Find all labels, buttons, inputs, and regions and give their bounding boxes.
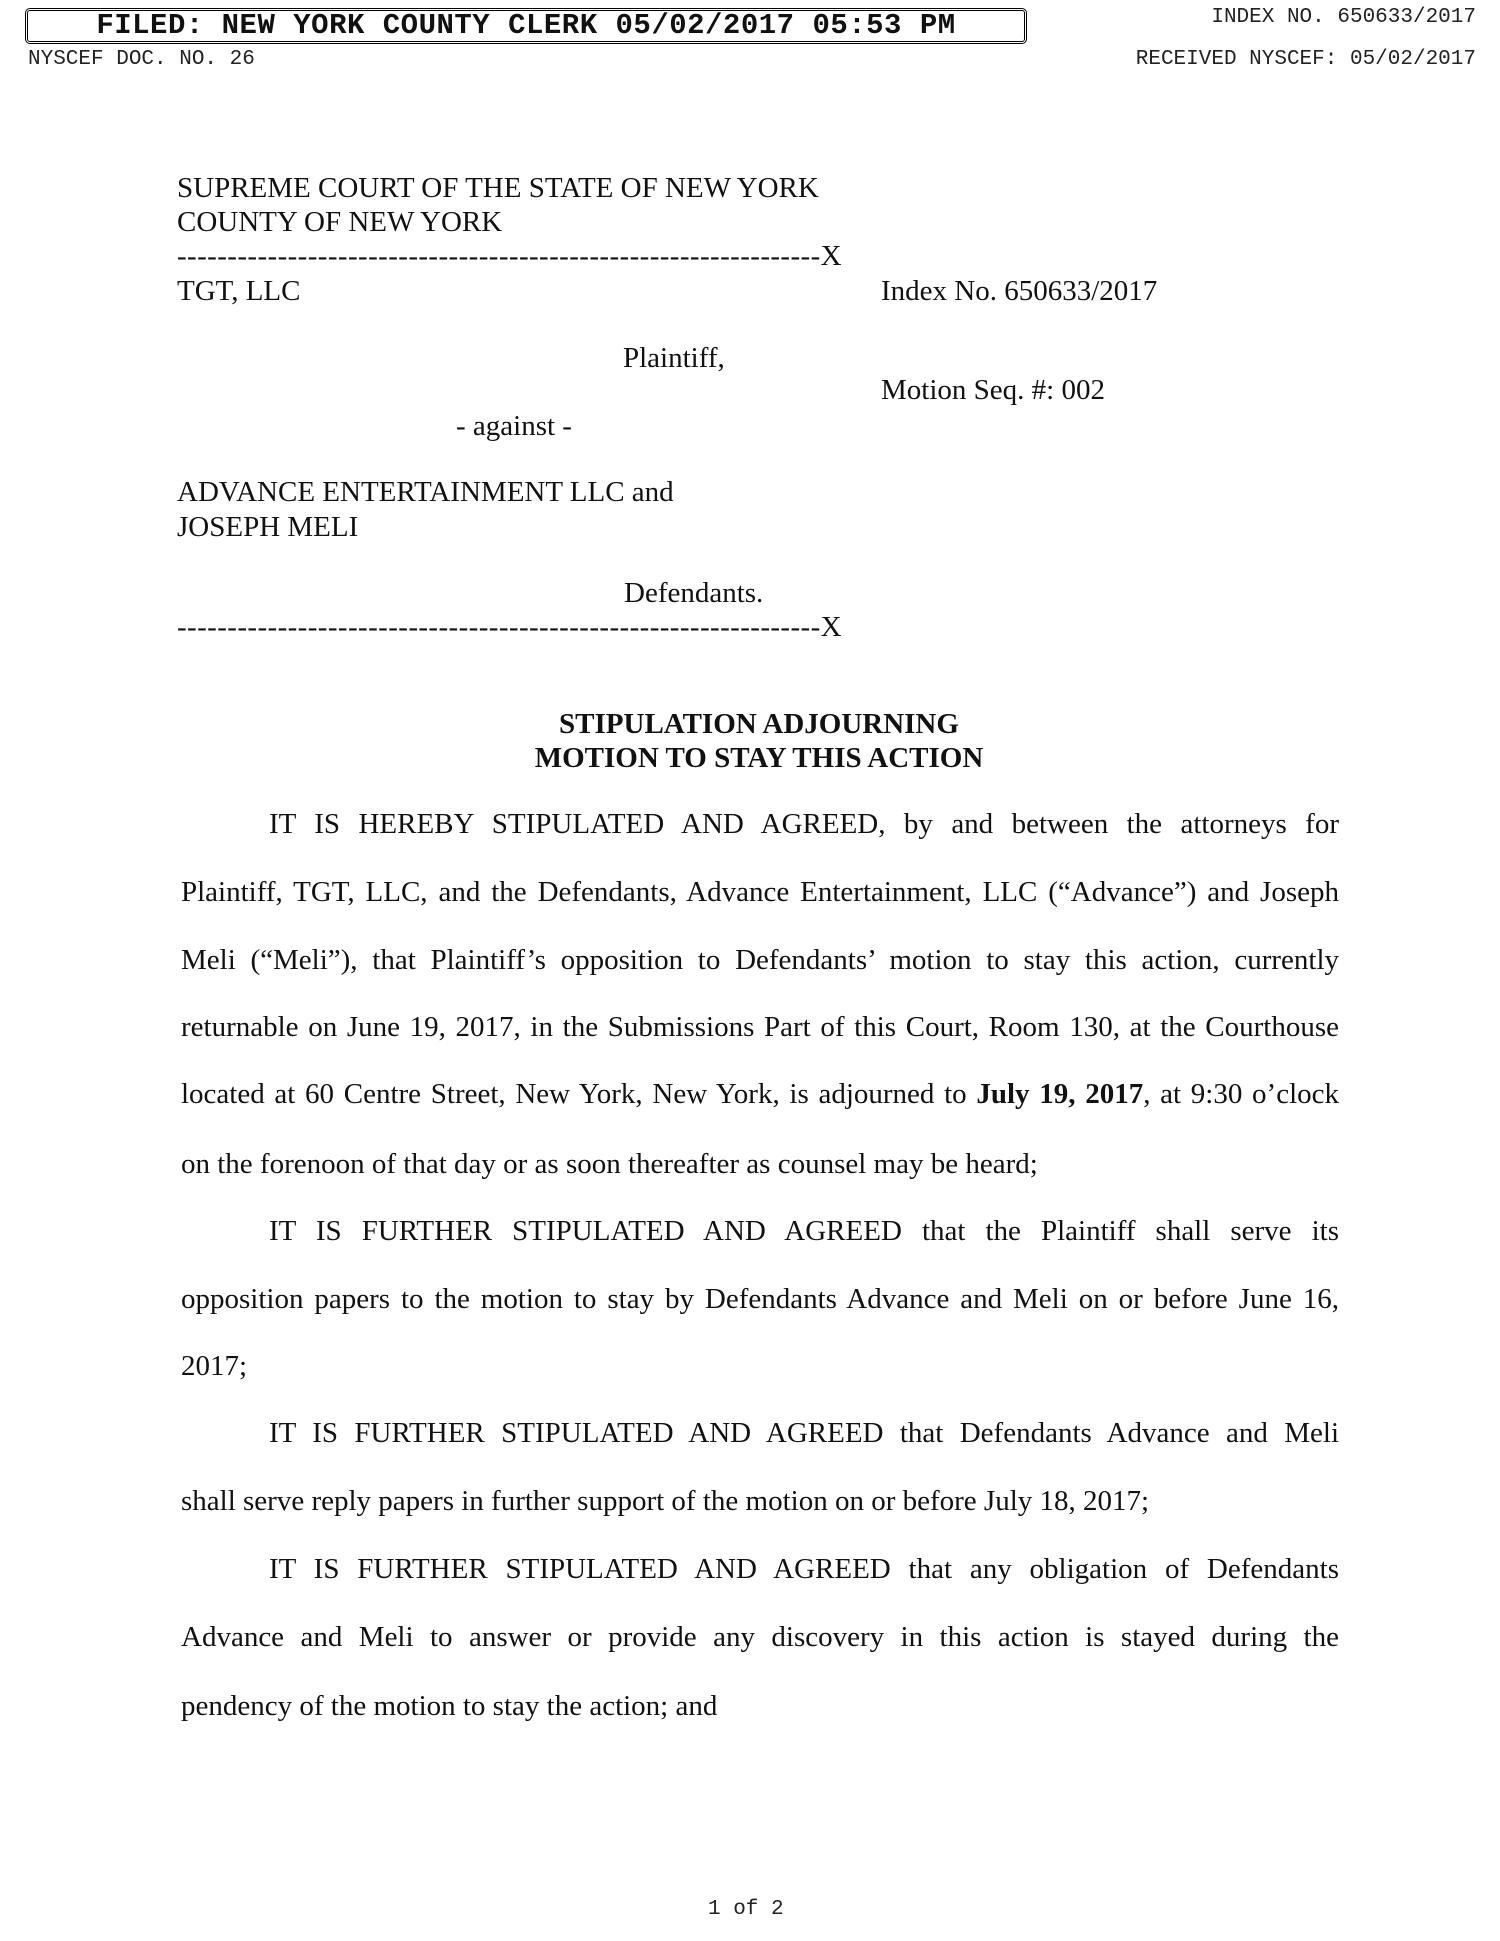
body-line: opposition papers to the motion to stay by Defendants Advance and Meli on or before June 16, <box>181 1283 1339 1315</box>
caption-divider-bottom: ----------------------------------------------------------------X <box>177 611 843 643</box>
document-title-line1: STIPULATION ADJOURNING <box>559 708 959 740</box>
body-line: Plaintiff, TGT, LLC, and the Defendants, Advance Entertainment, LLC (“Advance”) and Joseph <box>181 876 1339 908</box>
defendant-2: JOSEPH MELI <box>177 511 359 543</box>
body-text: located at 60 Centre Street, New York, New York, is adjourned to <box>181 1078 977 1110</box>
court-name: SUPREME COURT OF THE STATE OF NEW YORK <box>177 172 819 204</box>
body-line: 2017; <box>181 1350 248 1382</box>
body-line <box>181 1078 1339 1111</box>
motion-sequence: Motion Seq. #: 002 <box>881 374 1105 406</box>
body-line: Advance and Meli to answer or provide any discovery in this action is stayed during the <box>181 1621 1339 1653</box>
body-line: IT IS HEREBY STIPULATED AND AGREED, by and between the attorneys for <box>269 808 1339 840</box>
body-line: returnable on June 19, 2017, in the Submissions Part of this Court, Room 130, at the Courthouse <box>181 1011 1339 1043</box>
document-title-line2: MOTION TO STAY THIS ACTION <box>534 742 984 774</box>
filed-stamp: FILED: NEW YORK COUNTY CLERK 05/02/2017 05:53 PM <box>25 8 1027 44</box>
county-name: COUNTY OF NEW YORK <box>177 206 503 238</box>
body-line: Meli (“Meli”), that Plaintiff’s opposition to Defendants’ motion to stay this action, currently <box>181 944 1339 976</box>
received-date: RECEIVED NYSCEF: 05/02/2017 <box>1135 48 1476 71</box>
against-label: - against - <box>456 410 572 442</box>
body-text: , at 9:30 o’clock <box>1143 1078 1339 1110</box>
body-line: on the forenoon of that day or as soon thereafter as counsel may be heard; <box>181 1148 1038 1180</box>
defendants-label: Defendants. <box>624 577 764 609</box>
body-line: IT IS FURTHER STIPULATED AND AGREED that the Plaintiff shall serve its <box>269 1215 1339 1247</box>
plaintiff-label: Plaintiff, <box>623 342 725 374</box>
body-line: IT IS FURTHER STIPULATED AND AGREED that Defendants Advance and Meli <box>269 1417 1339 1449</box>
defendant-1: ADVANCE ENTERTAINMENT LLC and <box>177 476 674 508</box>
body-line: pendency of the motion to stay the action; and <box>181 1690 718 1722</box>
plaintiff-name: TGT, LLC <box>177 275 301 307</box>
index-number-header: INDEX NO. 650633/2017 <box>1211 6 1476 29</box>
index-number: Index No. 650633/2017 <box>881 275 1158 307</box>
nyscef-doc-number: NYSCEF DOC. NO. 26 <box>28 48 255 71</box>
body-line: IT IS FURTHER STIPULATED AND AGREED that any obligation of Defendants <box>269 1553 1339 1585</box>
body-line: shall serve reply papers in further support of the motion on or before July 18, 2017; <box>181 1485 1150 1517</box>
caption-divider-top: ----------------------------------------------------------------X <box>177 240 843 272</box>
page-number: 1 of 2 <box>708 1898 784 1921</box>
adjourned-date: July 19, 2017 <box>976 1078 1144 1110</box>
